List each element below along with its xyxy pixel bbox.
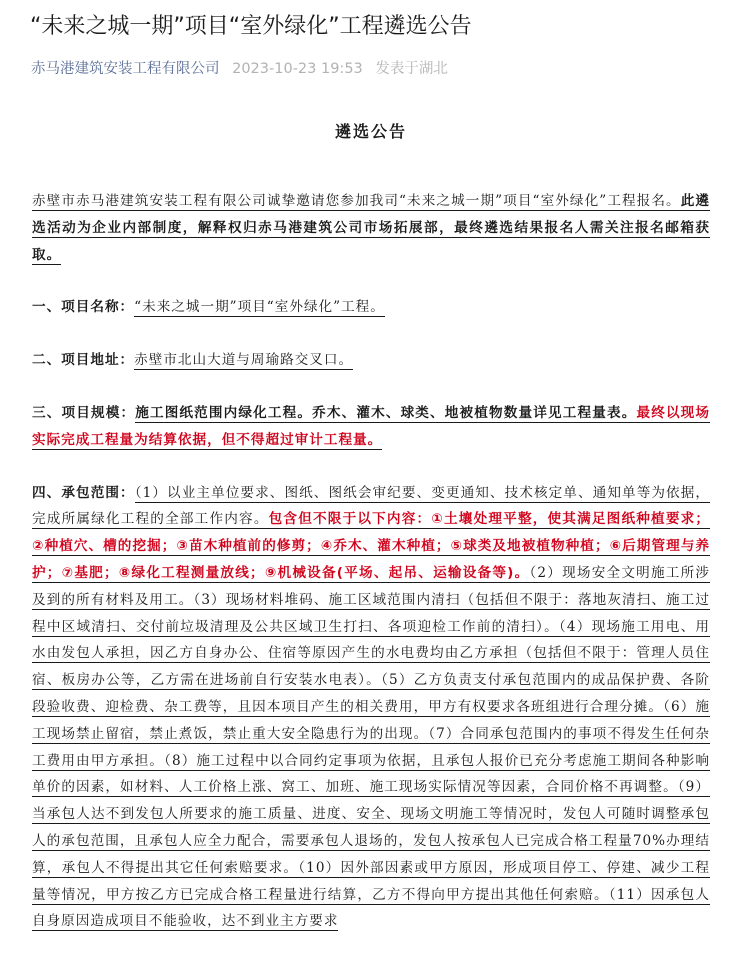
section-highlight: 最终以现场实际完成工程量为结算依据，但不得超过审计工程量。 xyxy=(32,404,711,448)
publish-date: 2023-10-23 19:53 xyxy=(232,61,363,77)
section-project-address xyxy=(32,347,710,374)
publish-location: 发表于湖北 xyxy=(375,61,448,77)
intro-paragraph xyxy=(32,188,710,268)
section-label: 一、项目名称： xyxy=(32,299,135,316)
section-project-scale xyxy=(32,400,710,454)
section-value-continued: （2）现场安全文明施工所涉及到的所有材料及用工。（3）现场材料堆码、施工区域范围内清扫（包括但不限于：落地灰清扫、施工过程中区域清扫、交付前垃圾清理及公共区域卫生打扫、各项迎检工作前的清扫）。（4）现场施工用电、用水由发包人承担，因乙方自身办公、住宿等原因产生的水电费均由乙方承担（包括但不限于：管理人员住宿、板房办公等，乙方需在进场前自行安装水电表）。（5）乙方负责支付承包范围内的成品保护费、各阶段验收费、迎检费、杂工费等，且因本项目产生的相关费用，甲方有权要求各班组进行合理分摊。（6）施工现场禁止留宿，禁止煮饭，禁止重大安全隐患行为的出现。（7）合同承包范围内的事项不得发生任何杂工费用由甲方承担。（8）施工过程中以合同约定事项为依据，且承包人报价已充分考虑施工期间各种影响单价的因素，如材料、人工价格上涨、窝工、加班、施工现场实际情况等因素，合同价格不再调整。（9）当承包人达不到发包人所要求的施工质量、进度、安全、现场文明施工等情况时，发包人可随时调整承包人的承包范围，且承包人应全力配合，需要承包人退场的，发包人按承包人已完成合格工程量70%办理结算，承包人不得提出其它任何索赔要求。（10）因外部因素或甲方原因，形成项目停工、停建、减少工程量等情况，甲方按乙方已完成合格工程量进行结算，乙方不得向甲方提出其他任何索赔。（11）因承包人自身原因造成项目不能验收，达不到业主方要求 xyxy=(32,564,710,930)
section-value: “未来之城一期”项目“室外绿化”工程。 xyxy=(134,299,385,316)
article-title: “未来之城一期”项目“室外绿化”工程遴选公告 xyxy=(30,14,472,39)
section-value: 施工图纸范围内绿化工程。乔木、灌木、球类、地被植物数量详见工程量表。 xyxy=(135,404,637,421)
article-meta xyxy=(31,58,448,80)
article-content xyxy=(32,110,710,935)
section-label: 四、承包范围： xyxy=(32,484,135,501)
intro-notice: 此遴选活动为企业内部制度，解释权归赤马港建筑公司市场拓展部，最终遴选结果报名人需关注报名邮箱获取。 xyxy=(32,193,711,263)
document-heading: 遴选公告 xyxy=(334,122,407,141)
section-value: （1）以业主单位要求、图纸、图纸会审纪要、变更通知、技术核定单、通知单等为依据，完成所属绿化工程的全部工作内容。 xyxy=(32,484,710,528)
author-link[interactable]: 赤马港建筑安装工程有限公司 xyxy=(31,61,220,77)
section-label: 二、项目地址： xyxy=(32,352,135,369)
intro-text: 赤壁市赤马港建筑安装工程有限公司诚挚邀请您参加我司“未来之城一期”项目“室外绿化”工程报名。 xyxy=(32,193,681,209)
section-label: 三、项目规模： xyxy=(32,404,136,421)
section-project-name xyxy=(32,294,710,321)
section-contract-scope xyxy=(32,480,710,936)
section-highlight: 包含但不限于以下内容：①土壤处理平整，使其满足图纸种植要求；②种植穴、槽的挖掘；③苗木种植前的修剪；④乔木、灌木种植；⑤球类及地被植物种植；⑥后期管理与养护；⑦基肥；⑧绿化工程测量放线；⑨机械设备(平场、起吊、运输设备等)。 xyxy=(32,511,711,581)
section-value: 赤壁市北山大道与周瑜路交叉口。 xyxy=(134,352,354,369)
